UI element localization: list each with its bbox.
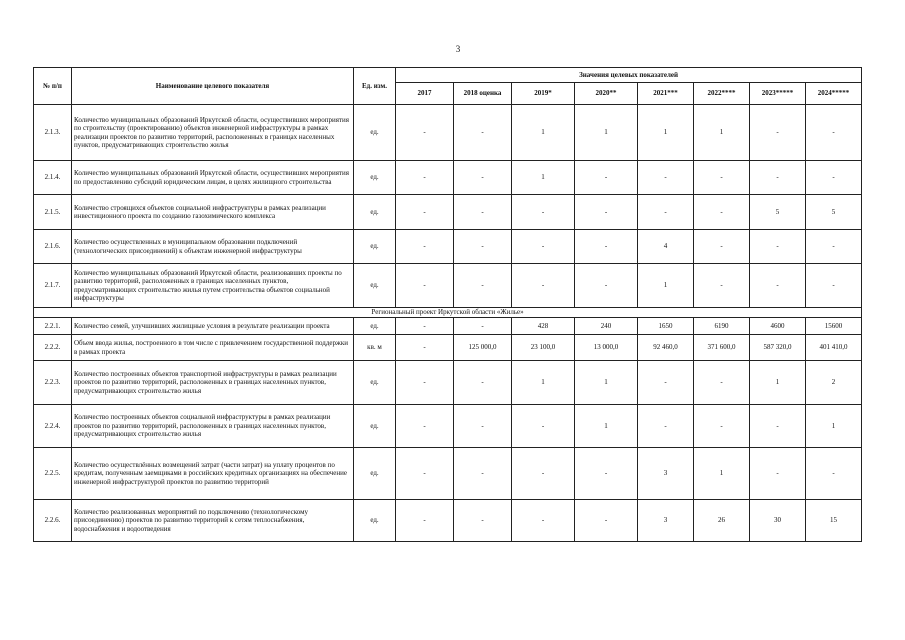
value-cell: -: [396, 448, 454, 500]
value-cell: -: [806, 230, 862, 264]
value-cell: 1: [512, 161, 575, 195]
value-cell: -: [454, 195, 512, 230]
value-cell: -: [396, 361, 454, 405]
value-cell: -: [512, 500, 575, 542]
value-cell: 1: [694, 448, 750, 500]
value-cell: -: [512, 448, 575, 500]
unit-cell: ед.: [354, 361, 396, 405]
value-cell: -: [396, 195, 454, 230]
value-cell: -: [396, 335, 454, 361]
value-cell: 5: [806, 195, 862, 230]
table-row: [34, 361, 862, 405]
row-number: 2.1.4.: [34, 161, 72, 195]
header-year: 2021***: [638, 83, 694, 105]
value-cell: -: [396, 318, 454, 335]
value-cell: 2: [806, 361, 862, 405]
value-cell: -: [638, 161, 694, 195]
unit-cell: ед.: [354, 448, 396, 500]
table-row: [34, 405, 862, 448]
value-cell: 1: [512, 361, 575, 405]
value-cell: -: [694, 361, 750, 405]
indicator-name: Количество осуществлённых возмещений затрат (части затрат) на уплату процентов по кредитам, полученным заемщиками в российских кредитных организациях на обеспечение инженерной инфраструктурой проектов по развитию территорий: [72, 448, 354, 500]
value-cell: -: [396, 405, 454, 448]
value-cell: -: [396, 105, 454, 161]
value-cell: 1: [512, 105, 575, 161]
value-cell: -: [454, 361, 512, 405]
row-number: 2.1.5.: [34, 195, 72, 230]
value-cell: 1: [806, 405, 862, 448]
value-cell: -: [750, 448, 806, 500]
value-cell: 23 100,0: [512, 335, 575, 361]
value-cell: 30: [750, 500, 806, 542]
value-cell: -: [512, 405, 575, 448]
indicator-name: Количество муниципальных образований Иркутской области, реализовавших проекты по развитию территорий, расположенных в границах населенных пунктов, предусматривающих строительство жилья путем строительства объектов социальной инфраструктуры: [72, 264, 354, 308]
table-row: [34, 335, 862, 361]
value-cell: -: [750, 105, 806, 161]
indicator-name: Количество осуществленных в муниципальном образовании подключений (технологических присоединений) к объектам инженерной инфраструктуры: [72, 230, 354, 264]
value-cell: -: [454, 500, 512, 542]
value-cell: -: [512, 230, 575, 264]
table-row: [34, 264, 862, 308]
value-cell: -: [396, 161, 454, 195]
value-cell: -: [638, 195, 694, 230]
value-cell: 428: [512, 318, 575, 335]
indicator-name: Количество строящихся объектов социальной инфраструктуры в рамках реализации инвестиционного проекта по созданию газохимического комплекса: [72, 195, 354, 230]
value-cell: -: [638, 361, 694, 405]
row-number: 2.2.1.: [34, 318, 72, 335]
value-cell: -: [512, 264, 575, 308]
value-cell: 1: [638, 105, 694, 161]
table-row: [34, 195, 862, 230]
unit-cell: ед.: [354, 264, 396, 308]
value-cell: -: [396, 230, 454, 264]
value-cell: -: [750, 161, 806, 195]
header-year: 2023*****: [750, 83, 806, 105]
value-cell: -: [806, 264, 862, 308]
indicator-name: Количество построенных объектов транспортной инфраструктуры в рамках реализации проектов по развитию территорий, расположенных в границах населенных пунктов, предусматривающих строительство жилья: [72, 361, 354, 405]
value-cell: 15: [806, 500, 862, 542]
value-cell: -: [454, 230, 512, 264]
unit-cell: ед.: [354, 230, 396, 264]
header-year: 2024*****: [806, 83, 862, 105]
table-row: [34, 105, 862, 161]
indicators-table: [33, 67, 862, 542]
row-number: 2.2.6.: [34, 500, 72, 542]
header-indicator-name: Наименование целевого показателя: [72, 68, 354, 105]
header-values-group: Значения целевых показателей: [396, 68, 862, 83]
section-title: Региональный проект Иркутской области «Жилье»: [34, 308, 862, 318]
row-number: 2.2.5.: [34, 448, 72, 500]
value-cell: 125 000,0: [454, 335, 512, 361]
value-cell: 6190: [694, 318, 750, 335]
value-cell: -: [454, 161, 512, 195]
value-cell: -: [396, 264, 454, 308]
value-cell: 401 410,0: [806, 335, 862, 361]
value-cell: 240: [575, 318, 638, 335]
value-cell: -: [575, 264, 638, 308]
indicator-name: Количество реализованных мероприятий по подключению (технологическому присоединению) проектов по развитию территорий к сетям теплоснабжения, водоснабжения и водоотведения: [72, 500, 354, 542]
value-cell: -: [694, 230, 750, 264]
value-cell: -: [575, 448, 638, 500]
value-cell: 587 320,0: [750, 335, 806, 361]
row-number: 2.1.6.: [34, 230, 72, 264]
value-cell: -: [396, 500, 454, 542]
indicator-name: Количество муниципальных образований Иркутской области, осуществивших мероприятия по строительству (проектированию) объектов инженерной инфраструктуры в рамках реализации проектов по развитию территорий, расположенных в границах населенных пунктов, предусматривающих строительство жилья: [72, 105, 354, 161]
value-cell: 5: [750, 195, 806, 230]
value-cell: -: [694, 195, 750, 230]
value-cell: -: [575, 161, 638, 195]
value-cell: -: [694, 264, 750, 308]
indicator-name: Количество муниципальных образований Иркутской области, осуществивших мероприятия по предоставлению субсидий юридическим лицам, в целях жилищного строительства: [72, 161, 354, 195]
value-cell: -: [750, 405, 806, 448]
value-cell: 92 460,0: [638, 335, 694, 361]
table-row: [34, 500, 862, 542]
table-row: [34, 318, 862, 335]
value-cell: 3: [638, 500, 694, 542]
row-number: 2.1.3.: [34, 105, 72, 161]
table-row: [34, 230, 862, 264]
value-cell: -: [750, 230, 806, 264]
value-cell: 1: [694, 105, 750, 161]
header-year: 2020**: [575, 83, 638, 105]
value-cell: 3: [638, 448, 694, 500]
value-cell: -: [806, 448, 862, 500]
section-row: [34, 308, 862, 318]
indicator-name: Количество семей, улучшивших жилищные условия в результате реализации проекта: [72, 318, 354, 335]
page-number: 3: [455, 44, 461, 54]
row-number: 2.2.3.: [34, 361, 72, 405]
unit-cell: ед.: [354, 318, 396, 335]
header-year: 2018 оценка: [454, 83, 512, 105]
indicator-name: Количество построенных объектов социальной инфраструктуры в рамках реализации проектов по развитию территорий, расположенных в границах населенных пунктов, предусматривающих строительство жилья: [72, 405, 354, 448]
value-cell: 1650: [638, 318, 694, 335]
header-year: 2019*: [512, 83, 575, 105]
value-cell: -: [694, 161, 750, 195]
value-cell: 4600: [750, 318, 806, 335]
header-year: 2022****: [694, 83, 750, 105]
header-unit: Ед. изм.: [354, 68, 396, 105]
value-cell: -: [575, 195, 638, 230]
header-number: № п/п: [34, 68, 72, 105]
value-cell: 1: [575, 405, 638, 448]
value-cell: -: [454, 448, 512, 500]
value-cell: 13 000,0: [575, 335, 638, 361]
value-cell: -: [638, 405, 694, 448]
value-cell: 1: [638, 264, 694, 308]
value-cell: -: [750, 264, 806, 308]
header-year: 2017: [396, 83, 454, 105]
value-cell: -: [575, 230, 638, 264]
value-cell: 1: [750, 361, 806, 405]
unit-cell: ед.: [354, 405, 396, 448]
value-cell: 371 600,0: [694, 335, 750, 361]
row-number: 2.2.2.: [34, 335, 72, 361]
value-cell: 15600: [806, 318, 862, 335]
indicator-name: Объем ввода жилья, построенного в том числе с привлечением государственной поддержки в рамках проекта: [72, 335, 354, 361]
unit-cell: ед.: [354, 161, 396, 195]
table-row: [34, 448, 862, 500]
unit-cell: ед.: [354, 500, 396, 542]
value-cell: -: [454, 105, 512, 161]
value-cell: -: [806, 105, 862, 161]
value-cell: 1: [575, 105, 638, 161]
value-cell: -: [512, 195, 575, 230]
value-cell: -: [454, 318, 512, 335]
table-row: [34, 161, 862, 195]
value-cell: -: [454, 264, 512, 308]
value-cell: 4: [638, 230, 694, 264]
value-cell: 26: [694, 500, 750, 542]
value-cell: -: [694, 405, 750, 448]
value-cell: -: [575, 500, 638, 542]
value-cell: -: [454, 405, 512, 448]
unit-cell: ед.: [354, 195, 396, 230]
row-number: 2.1.7.: [34, 264, 72, 308]
value-cell: -: [806, 161, 862, 195]
unit-cell: ед.: [354, 105, 396, 161]
unit-cell: кв. м: [354, 335, 396, 361]
row-number: 2.2.4.: [34, 405, 72, 448]
value-cell: 1: [575, 361, 638, 405]
